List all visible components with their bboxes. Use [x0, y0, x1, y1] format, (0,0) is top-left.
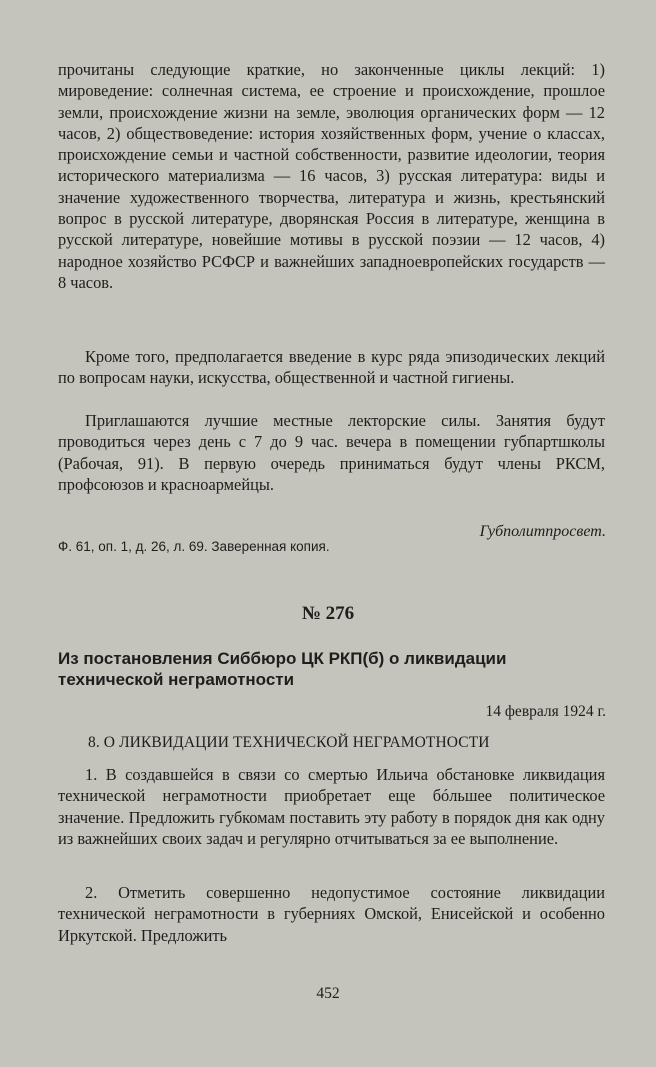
page-number: 452 — [316, 985, 340, 1002]
document-number: № 276 — [301, 603, 355, 624]
body-paragraph: Приглашаются лучшие местные лекторские силы. Занятия будут проводиться через день с 7 до 9 час. вечера в помещении губпартшколы (Рабочая, 91). В первую очередь приниматься будут члены РКСМ, профсоюзов и красноармейцы. — [58, 411, 605, 494]
body-paragraph: Кроме того, предполагается введение в курс ряда эпизодических лекций по вопросам науки, искусства, общественной и частной гигиены. — [58, 347, 605, 388]
section-heading: 8. О ЛИКВИДАЦИИ ТЕХНИЧЕСКОЙ НЕГРАМОТНОСТИ — [88, 734, 490, 751]
document-title: Из постановления Сиббюро ЦК РКП(б) о ликвидации технической неграмотности — [58, 649, 507, 689]
body-paragraph: 1. В создавшейся в связи со смертью Ильича обстановке ликвидация технической неграмотности приобретает еще бóльшее политическое значение. Предложить губкомам поставить эту работу в порядок дня как одну из важнейших своих задач и регулярно отчитываться за ее выполнение. — [58, 765, 605, 848]
archive-note: Ф. 61, оп. 1, д. 26, л. 69. Заверенная копия. — [58, 539, 330, 554]
signature: Губполитпросвет. — [479, 523, 606, 540]
body-paragraph: 2. Отметить совершенно недопустимое состояние ликвидации технической неграмотности в губерниях Омской, Енисейской и особенно Иркутской. Предложить — [58, 883, 605, 945]
document-date: 14 февраля 1924 г. — [485, 703, 606, 720]
body-paragraph: прочитаны следующие краткие, но законченные циклы лекций: 1) мироведение: солнечная система, ее строение и происхождение, прошлое земли, происхождение жизни на земле, эволюция органических форм — 12 часов, 2) обществоведение: история хозяйственных форм, учение о классах, происхождение семьи и частной собственности, развитие идеологии, теория исторического материализма — 16 часов, 3) русская литература: виды и значение художественного творчества, литература и жизнь, крестьянский вопрос в русской литературе, дворянская Россия в литературе, женщина в русской литературе, новейшие мотивы в русской поэзии — 12 часов, 4) народное хозяйство РСФСР и важнейших западноевропейских государств — 8 часов. — [58, 60, 605, 292]
